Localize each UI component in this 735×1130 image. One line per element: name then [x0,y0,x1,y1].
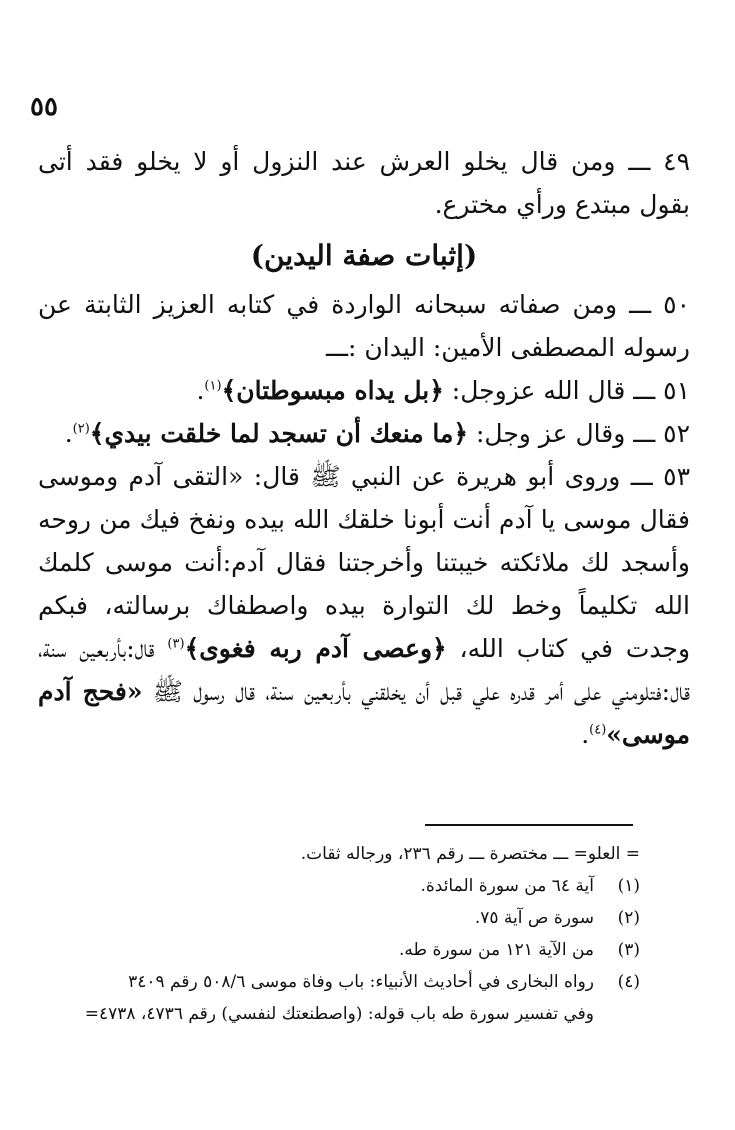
quran-quote: ﴿وعصى آدم ربه فغوى﴾ [184,634,447,663]
footnote-number: (٤) [617,972,640,992]
footnote-continuation: وفي تفسير سورة طه باب قوله: (واصطنعتك لنفسي) رقم ٤٧٣٦، ٤٧٣٨= [84,1004,594,1024]
footnote-item [20,870,640,902]
main-text [38,140,690,756]
footnote-text: آية ٦٤ من سورة المائدة. [420,876,594,896]
footnote-item [20,966,640,998]
footnote-carryover: = العلو= ـــ مختصرة ـــ رقم ٢٣٦، ورجاله ثقات. [300,844,640,864]
section-heading: (إثبات صفة اليدين) [250,239,478,272]
footnote-ref: (٢) [72,421,90,437]
paragraph-53-lead: ٥٣ ـــ وروى أبو هريرة عن النبي ﷺ قال: «التقى آدم وموسى فقال موسى يا آدم أنت أبونا خلقك الله بيده ونفخ فيك من روحه وأسجد لك ملائكته خيبتنا وأخرجتنا فقال آدم:أنت موسى كلمك الله تكليماً وخط لك التوارة بيده واصطفاك برسالته، فبكم وجدت في كتاب الله، [38,462,691,663]
footnote-number: (١) [617,876,640,896]
paragraph-53-middle: قال:بأربعين سنة، قال:فتلومني على أمر قدره علي قبل أن يخلقني بأربعين سنة، قال رسول ﷺ [38,634,690,706]
footnote-text: من الآية ١٢١ من سورة طه. [399,940,594,960]
hadith-quote: «فحج آدم موسى» [38,677,690,749]
footnote-text: سورة ص آية ٧٥. [474,908,594,928]
quran-quote: ﴿ما منعك أن تسجد لما خلقت بيدي﴾ [89,419,469,448]
footnote-number: (٣) [617,940,640,960]
paragraph-52-lead: ٥٢ ـــ وقال عز وجل: [468,419,690,448]
paragraph-53 [38,455,690,756]
footnote-divider [425,824,633,826]
quran-quote: ﴿بل يداه مبسوطتان﴾ [221,376,444,405]
footnote-item [20,934,640,966]
paragraph-end: . [64,419,73,448]
paragraph-51 [38,369,690,412]
footnote-item [20,902,640,934]
paragraph-51-lead: ٥١ ـــ قال الله عزوجل: [443,376,690,405]
footnote-ref: (١) [204,378,222,394]
footnote-ref: (٤) [589,722,607,738]
footnote-number: (٢) [617,908,640,928]
paragraph-50: ٥٠ ـــ ومن صفاته سبحانه الواردة في كتابه العزيز الثابتة عن رسوله المصطفى الأمين: اليدان :ـــ [38,290,690,362]
footnote-text: رواه البخارى في أحاديث الأنبياء: باب وفاة موسى ٥٠٨/٦ رقم ٣٤٠٩ [128,972,594,992]
paragraph-52 [38,412,690,455]
footnotes [20,838,640,1030]
page-number: ٥٥ [30,92,58,122]
footnote-ref: (٣) [167,636,185,652]
paragraph-49: ٤٩ ـــ ومن قال يخلو العرش عند النزول أو لا يخلو فقد أتى بقول مبتدع ورأي مخترع. [38,147,690,219]
paragraph-end: . [581,720,590,749]
paragraph-end: . [196,376,205,405]
